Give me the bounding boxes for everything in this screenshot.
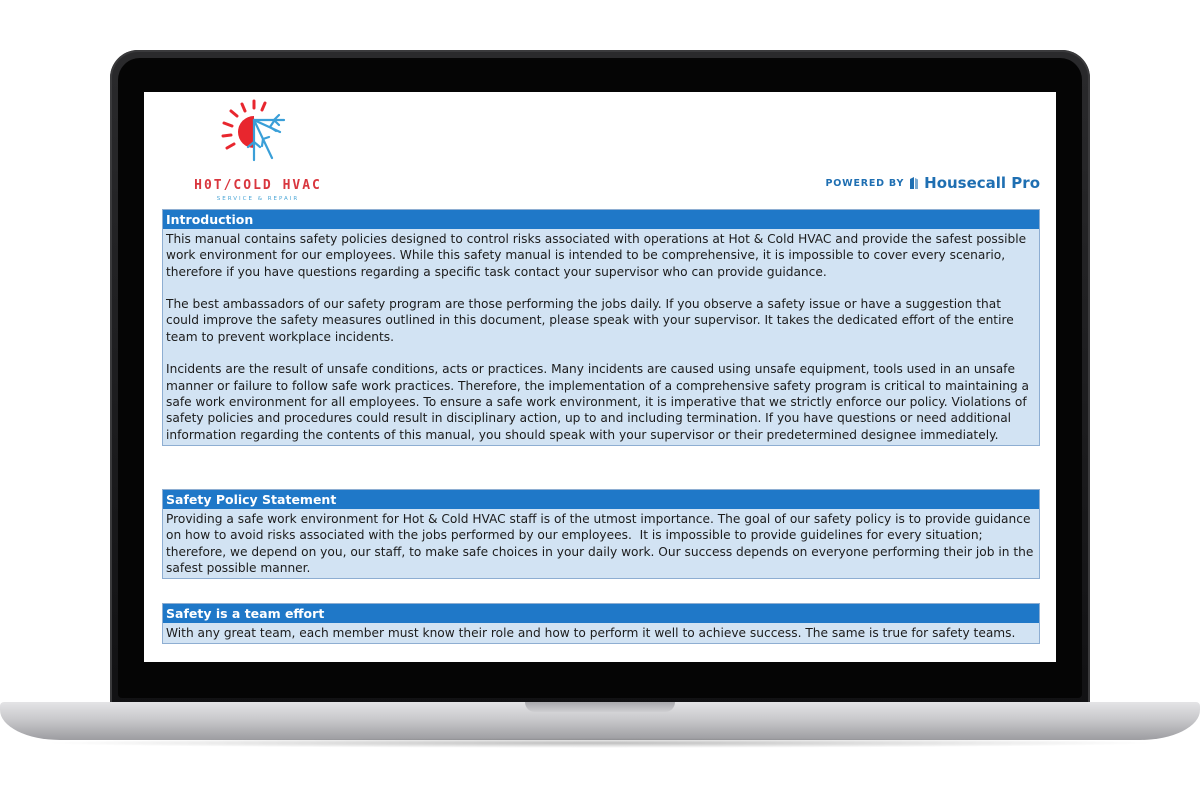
- laptop-shadow: [40, 738, 1160, 748]
- section-body: [163, 623, 1039, 643]
- powered-by-badge[interactable]: [826, 174, 1040, 192]
- document-header: [144, 92, 1056, 207]
- logo-company-name: H0T/COLD HVAC: [194, 178, 322, 193]
- section-body: [163, 509, 1039, 578]
- sun-snowflake-logo-icon: [214, 98, 294, 168]
- section-introduction: [162, 209, 1040, 446]
- section-safety-team-effort: [162, 603, 1040, 644]
- powered-by-label: POWERED BY: [825, 177, 905, 189]
- section-title: Introduction: [163, 210, 1039, 229]
- section-paragraph: With any great team, each member must know their role and how to perform it well to achieve success. The same is true for safety teams.: [166, 626, 1016, 640]
- powered-by-brand: Housecall Pro: [924, 174, 1040, 192]
- section-paragraph: Providing a safe work environment for Hot & Cold HVAC staff is of the utmost importance. The goal of our safety policy is to provide guidance on how to avoid risks associated with the jobs performed by our employees. It is impossible to provide guidelines for every situation; therefore, we depend on you, our staff, to make safe choices in your daily work. Our success depends on everyone performing their job in the safest possible manner.: [166, 512, 1038, 575]
- laptop-screen: [144, 92, 1056, 662]
- logo-tagline: SERVICE & REPAIR: [216, 196, 300, 202]
- section-safety-policy-statement: [162, 489, 1040, 579]
- company-logo: [168, 98, 348, 206]
- laptop-opening-notch: [525, 702, 675, 712]
- section-paragraph: Incidents are the result of unsafe conditions, acts or practices. Many incidents are caused using unsafe equipment, tools used in an unsafe manner or failure to follow safe work practices. Therefore, the implementation of a comprehensive safety program is critical to maintaining a safe work environment for all employees. To ensure a safe work environment, it is imperative that we strictly enforce our policy. Violations of safety policies and procedures could result in disciplinary action, up to and including termination. If you have questions or need additional information regarding the contents of this manual, you should speak with your supervisor or their predetermined designee immediately.: [166, 362, 1030, 442]
- housecall-pro-logo-icon: [909, 176, 919, 190]
- section-body: [163, 229, 1039, 445]
- section-paragraph: This manual contains safety policies designed to control risks associated with operations at Hot & Cold HVAC and provide the safest possible work environment for our employees. While this safety manual is intended to be comprehensive, it is impossible to cover every scenario, therefore if you have questions regarding a specific task contact your supervisor who can provide guidance.: [166, 232, 1027, 279]
- section-paragraph: The best ambassadors of our safety program are those performing the jobs daily. If you observe a safety issue or have a suggestion that could improve the safety measures outlined in this document, please speak with your supervisor. It takes the dedicated effort of the entire team to prevent workplace incidents.: [166, 297, 1014, 344]
- section-title: Safety is a team effort: [163, 604, 1039, 623]
- section-title: Safety Policy Statement: [163, 490, 1039, 509]
